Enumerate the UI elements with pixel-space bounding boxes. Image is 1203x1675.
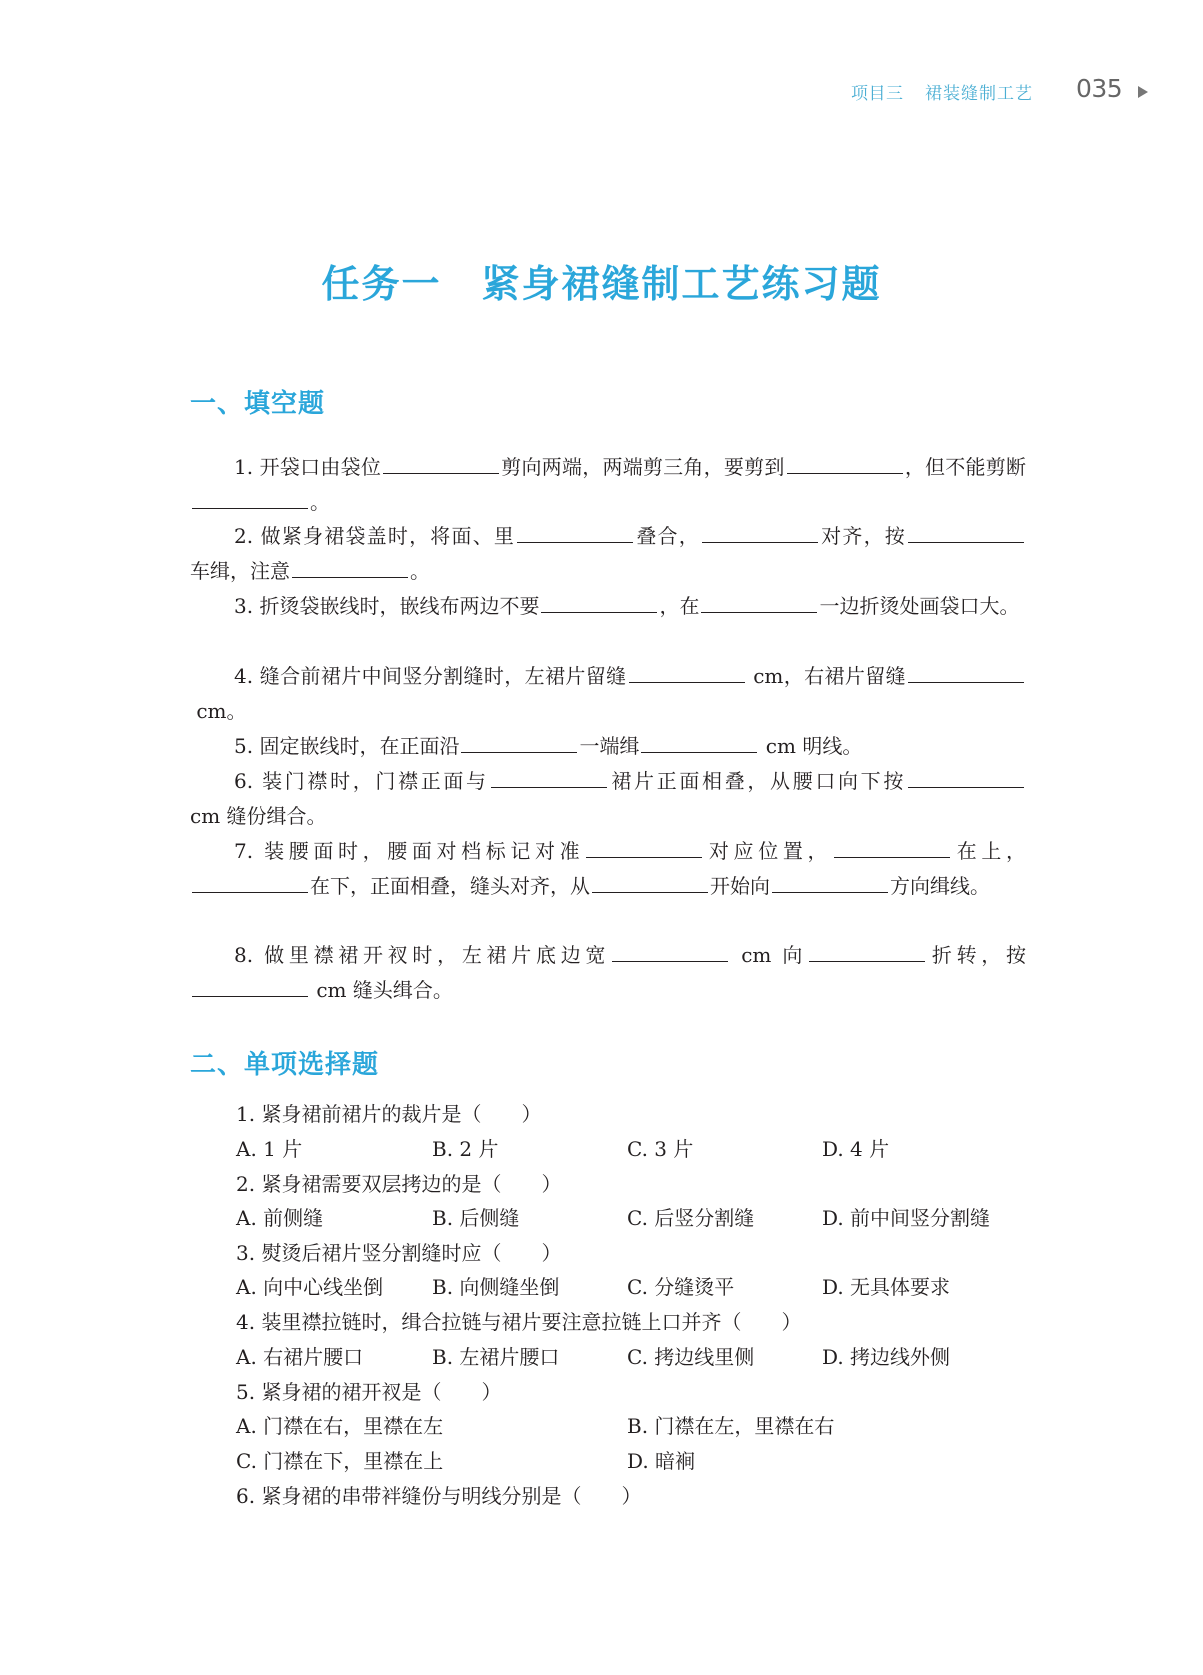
fill-question	[190, 729, 1026, 764]
question-text: 5. 固定嵌线时，在正面沿	[234, 734, 460, 758]
answer-blank[interactable]	[908, 541, 1024, 543]
question-text: 剪向两端，两端剪三角，要剪到	[501, 455, 785, 479]
question-text: cm。	[190, 699, 247, 724]
question-text: 方向缉线。	[890, 874, 990, 899]
choice-question-stem: 1. 紧身裙前裙片的裁片是（ ）	[236, 1102, 542, 1126]
running-header-chapter: 裙装缝制工艺	[925, 84, 1033, 104]
choice-question-stem: 5. 紧身裙的裙开衩是（ ）	[236, 1380, 502, 1404]
answer-blank[interactable]	[908, 786, 1024, 788]
answer-blank[interactable]	[383, 472, 499, 474]
running-header-project: 项目三	[851, 84, 904, 104]
fill-question	[190, 589, 1026, 660]
question-text: 叠合，	[635, 524, 700, 548]
fill-question	[190, 834, 1026, 940]
choice-option[interactable]: C. 门襟在下，里襟在上	[236, 1449, 444, 1473]
question-text: 8. 做里襟裙开衩时，左裙片底边宽	[234, 943, 611, 967]
answer-blank[interactable]	[772, 891, 888, 893]
choice-option[interactable]: D. 4 片	[822, 1137, 890, 1161]
question-text: 2. 做紧身裙袋盖时，将面、里	[234, 524, 516, 548]
question-text: cm 缝头缉合。	[310, 978, 453, 1003]
question-text: cm，右裙片留缝	[746, 664, 906, 688]
choice-question-stem: 6. 紧身裙的串带袢缝份与明线分别是（ ）	[236, 1484, 642, 1508]
choice-option[interactable]: C. 后竖分割缝	[627, 1206, 755, 1230]
choice-option[interactable]: C. 拷边线里侧	[627, 1345, 755, 1369]
choice-option[interactable]: A. 向中心线坐倒	[236, 1275, 384, 1299]
answer-blank[interactable]	[592, 891, 708, 893]
answer-blank[interactable]	[541, 611, 657, 613]
choice-option[interactable]: B. 门襟在左，里襟在右	[627, 1414, 835, 1438]
choice-option[interactable]: A. 门襟在右，里襟在左	[236, 1414, 444, 1438]
answer-blank[interactable]	[629, 681, 745, 683]
answer-blank[interactable]	[461, 751, 577, 753]
fill-question	[190, 659, 1026, 730]
answer-blank[interactable]	[192, 891, 308, 893]
choice-option[interactable]: B. 左裙片腰口	[432, 1345, 560, 1369]
question-text: 对齐，按	[819, 524, 907, 548]
question-text: 折转，按	[927, 943, 1027, 967]
question-text: 。	[410, 559, 430, 584]
answer-blank[interactable]	[701, 611, 817, 613]
question-text: 开始向	[710, 874, 770, 899]
question-text: 在下，正面相叠，缝头对齐，从	[310, 874, 590, 899]
choice-option[interactable]: A. 右裙片腰口	[236, 1345, 364, 1369]
question-text: 对应位置，	[704, 839, 833, 863]
question-text: 一边折烫处画袋口大。	[819, 594, 1020, 618]
fill-question	[190, 450, 1026, 521]
answer-blank[interactable]	[586, 856, 702, 858]
answer-blank[interactable]	[809, 960, 925, 962]
question-text: cm 缝份缉合。	[190, 804, 327, 829]
choice-option[interactable]: D. 前中间竖分割缝	[822, 1206, 991, 1230]
answer-blank[interactable]	[787, 472, 903, 474]
answer-blank[interactable]	[292, 576, 408, 578]
question-text: 裙片正面相叠，从腰口向下按	[608, 769, 907, 793]
answer-blank[interactable]	[192, 995, 308, 997]
answer-blank[interactable]	[908, 681, 1024, 683]
choice-question-stem: 3. 熨烫后裙片竖分割缝时应（ ）	[236, 1241, 562, 1265]
question-text: cm 明线。	[759, 734, 863, 758]
question-text: 在上，	[952, 839, 1026, 863]
answer-blank[interactable]	[491, 786, 607, 788]
choice-option[interactable]: B. 后侧缝	[432, 1206, 520, 1230]
choice-option[interactable]: A. 前侧缝	[236, 1206, 324, 1230]
question-text: 6. 装门襟时，门襟正面与	[234, 769, 489, 793]
question-text: 4. 缝合前裙片中间竖分割缝时，左裙片留缝	[234, 664, 627, 688]
choice-question-stem: 2. 紧身裙需要双层拷边的是（ ）	[236, 1172, 562, 1196]
question-text: cm 向	[730, 943, 808, 967]
fill-question	[190, 764, 1026, 835]
choice-option[interactable]: D. 暗裥	[627, 1449, 696, 1473]
answer-blank[interactable]	[612, 960, 728, 962]
answer-blank[interactable]	[702, 541, 818, 543]
choice-option[interactable]: B. 2 片	[432, 1137, 499, 1161]
fill-question	[190, 519, 1026, 590]
answer-blank[interactable]	[834, 856, 950, 858]
choice-option[interactable]: C. 3 片	[627, 1137, 694, 1161]
choice-question-stem: 4. 装里襟拉链时，缉合拉链与裙片要注意拉链上口并齐（ ）	[236, 1310, 802, 1334]
question-text: 3. 折烫袋嵌线时，嵌线布两边不要	[234, 594, 540, 618]
section-heading-multiple-choice: 二、单项选择题	[190, 1050, 380, 1080]
answer-blank[interactable]	[192, 507, 308, 509]
section-heading-fill-in-blank: 一、填空题	[190, 389, 326, 419]
question-text: ，但不能剪断	[904, 455, 1026, 479]
page-number: 035	[1076, 74, 1123, 103]
question-text: ，在	[659, 594, 700, 618]
answer-blank[interactable]	[641, 751, 757, 753]
choice-option[interactable]: D. 拷边线外侧	[822, 1345, 951, 1369]
question-text: 1. 开袋口由袋位	[234, 455, 382, 479]
fill-question	[190, 938, 1026, 1009]
question-text: 7. 装腰面时，腰面对档标记对准	[234, 839, 585, 863]
question-text: 一端缉	[579, 734, 640, 758]
page-title: 任务一 紧身裙缝制工艺练习题	[321, 262, 882, 306]
choice-option[interactable]: A. 1 片	[236, 1137, 303, 1161]
choice-option[interactable]: B. 向侧缝坐倒	[432, 1275, 560, 1299]
choice-option[interactable]: C. 分缝烫平	[627, 1275, 735, 1299]
question-text: 。	[310, 490, 330, 515]
page-arrow-icon	[1138, 86, 1148, 98]
question-text: 车缉，注意	[190, 559, 290, 584]
choice-option[interactable]: D. 无具体要求	[822, 1275, 951, 1299]
answer-blank[interactable]	[517, 541, 633, 543]
